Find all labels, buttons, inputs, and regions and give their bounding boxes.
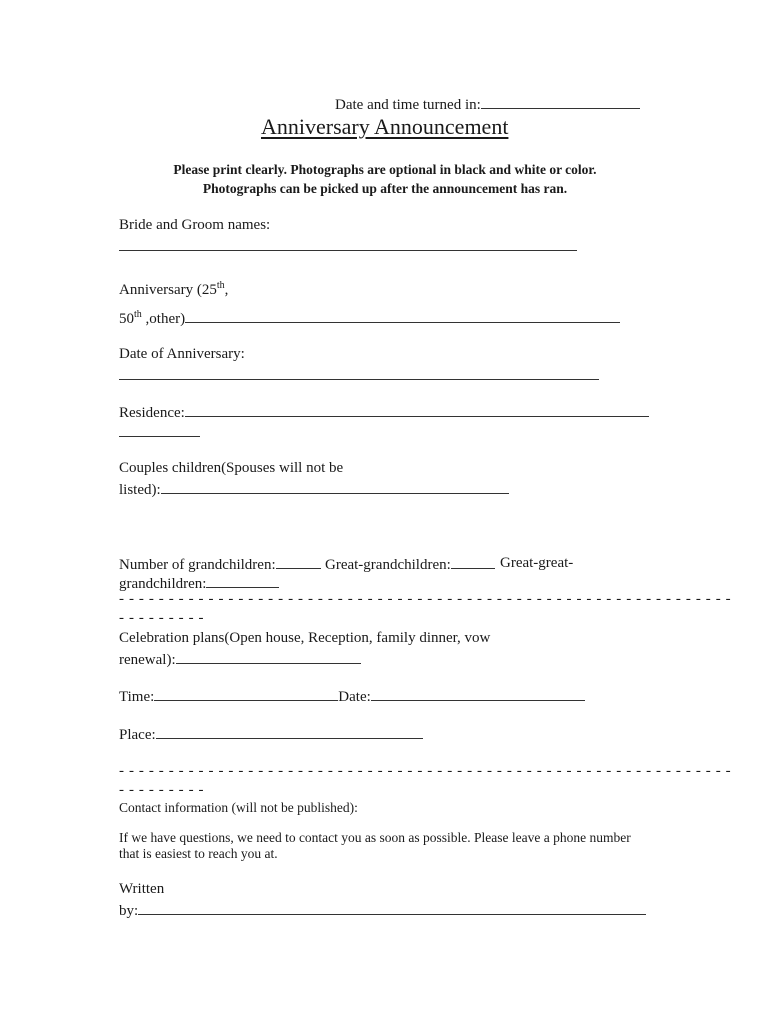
time-label: Time: — [119, 689, 155, 705]
grandchildren-label: Number of grandchildren: — [119, 557, 276, 573]
contact-note-line-1: If we have questions, we need to contact you as soon as possible. Please leave a phone number — [119, 830, 631, 845]
date-time-label: Date and time turned in: — [335, 97, 481, 113]
place-label: Place: — [119, 727, 156, 743]
residence-blank[interactable] — [185, 402, 649, 417]
residence-blank-continued[interactable] — [119, 436, 200, 437]
children-blank[interactable] — [161, 479, 509, 494]
grandchildren-row — [119, 554, 321, 574]
anniversary-blank[interactable] — [185, 308, 620, 323]
date-time-blank[interactable] — [481, 94, 640, 109]
written-label-line-2: by: — [119, 903, 139, 919]
instructions-line-2: Photographs can be picked up after the announcement has ran. — [202, 181, 568, 196]
separator-line-continued: - - - - - - - - - — [119, 610, 205, 626]
contact-note-line-2: that is easiest to reach you at. — [119, 846, 278, 861]
contact-label: Contact information (will not be published): — [119, 800, 358, 815]
children-field — [119, 479, 509, 499]
separator-line-2: - - - - - - - - - - - - - - - - - - - - - - - - - - - - - - - - - - - - - - - - - - - - - - - - - - - - - - - - - - - - - - — [119, 763, 732, 779]
great-grandchildren-label: Great-grandchildren: — [325, 557, 451, 573]
page-title: Anniversary Announcement — [261, 114, 509, 139]
residence-label: Residence: — [119, 405, 185, 421]
place-blank[interactable] — [156, 724, 423, 739]
celebration-label-line-1: Celebration plans(Open house, Reception, family dinner, vow — [119, 630, 491, 646]
great-great-grandchildren-field — [119, 573, 279, 593]
children-label-line-1: Couples children(Spouses will not be — [119, 460, 344, 476]
great-grandchildren-blank[interactable] — [451, 554, 495, 569]
written-by-field — [119, 900, 646, 920]
date-of-anniversary-blank[interactable] — [119, 379, 599, 380]
celebration-field — [119, 649, 361, 669]
bride-groom-blank[interactable] — [119, 250, 577, 251]
written-by-blank[interactable] — [138, 900, 646, 915]
time-date-row — [119, 686, 585, 706]
celebration-blank[interactable] — [176, 649, 361, 664]
residence-field — [119, 402, 649, 422]
great-great-label-line-2: grandchildren: — [119, 576, 207, 592]
place-field — [119, 724, 423, 744]
great-great-label-line-1: Great-great- — [500, 555, 574, 571]
great-grandchildren-field — [325, 554, 495, 574]
time-blank[interactable] — [154, 686, 338, 701]
anniversary-label-line-1: Anniversary (25th, — [119, 280, 229, 298]
anniversary-field — [119, 308, 620, 328]
date-label: Date: — [338, 689, 371, 705]
date-time-turned-in-field — [335, 94, 640, 114]
great-great-grandchildren-blank[interactable] — [206, 573, 279, 588]
bride-groom-label: Bride and Groom names: — [119, 217, 271, 233]
separator-line: - - - - - - - - - - - - - - - - - - - - - - - - - - - - - - - - - - - - - - - - - - - - - - - - - - - - - - - - - - - - - - — [119, 591, 732, 607]
date-blank[interactable] — [371, 686, 585, 701]
written-label-line-1: Written — [119, 881, 165, 897]
anniversary-label-line-2: 50th ,other) — [119, 309, 186, 327]
children-label-line-2: listed): — [119, 482, 161, 498]
celebration-label-line-2: renewal): — [119, 652, 176, 668]
grandchildren-blank[interactable] — [276, 554, 321, 569]
date-of-anniversary-label: Date of Anniversary: — [119, 346, 245, 362]
instructions — [0, 160, 770, 198]
instructions-line-1: Please print clearly. Photographs are optional in black and white or color. — [173, 162, 597, 177]
separator-line-2-continued: - - - - - - - - - — [119, 782, 205, 798]
